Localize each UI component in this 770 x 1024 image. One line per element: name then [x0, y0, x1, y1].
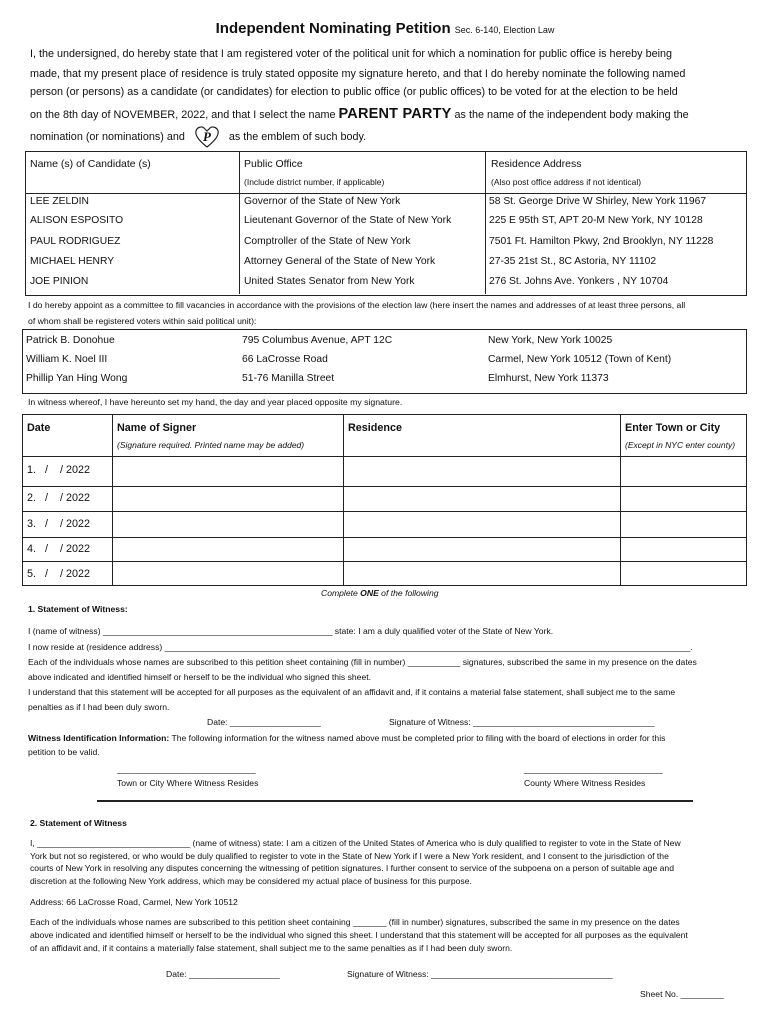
section-divider: [97, 800, 693, 802]
candidate-name: LEE ZELDIN: [30, 196, 89, 207]
witness-whereof-text: In witness whereof, I have hereunto set my hand, the day and year placed opposite my signature.: [28, 397, 403, 407]
signer-name-note: (Signature required. Printed name may be added): [117, 440, 305, 450]
candidate-name: MICHAEL HENRY: [30, 256, 115, 267]
committee-member-name: William K. Noel III: [26, 354, 108, 365]
candidate-name: ALISON ESPOSITO: [30, 215, 124, 226]
intro-line-5a: nomination (or nominations) and: [30, 130, 185, 143]
statement2-heading: 2. Statement of Witness: [30, 818, 127, 828]
signer-date: 3. / / 2022: [27, 518, 91, 530]
town-header: Enter Town or City: [625, 422, 721, 434]
divider: [620, 414, 621, 585]
complete-one-c: of the following: [378, 588, 439, 598]
signer-date: 4. / / 2022: [27, 543, 91, 555]
statement1-line-6: penalties as if I had been duly sworn.: [28, 702, 170, 712]
residence-header: Residence: [348, 422, 403, 434]
divider: [22, 561, 746, 562]
witness-id-text-2: petition to be valid.: [28, 747, 100, 757]
candidate-name: PAUL RODRIGUEZ: [30, 236, 121, 247]
intro-line-4a: on the 8th day of NOVEMBER, 2022, and that I select the name: [30, 109, 336, 121]
town-label: Town or City Where Witness Resides: [117, 778, 259, 788]
intro-line-3: person (or persons) as a candidate (or candidates) for election to public office (or public offices) to be voted for at the election to be held: [30, 86, 678, 98]
public-office-note: (Include district number, if applicable): [244, 177, 385, 187]
intro-line-5b: as the emblem of such body.: [228, 130, 367, 143]
emblem-letter: P: [202, 129, 211, 144]
divider: [25, 193, 746, 194]
divider: [22, 486, 746, 487]
divider: [22, 456, 746, 457]
sheet-number: Sheet No. _________: [640, 989, 724, 999]
committee-member-city: Elmhurst, New York 11373: [488, 373, 609, 384]
statement1-signature-field: Signature of Witness: ______________________________________: [389, 717, 655, 727]
statement1-heading: 1. Statement of Witness:: [28, 604, 128, 614]
complete-one-a: Complete: [321, 588, 361, 598]
committee-text-1: I do hereby appoint as a committee to fill vacancies in accordance with the provisions of the election law (here insert the names and addresses of at least three persons, all: [28, 300, 686, 310]
committee-member-street: 51-76 Manilla Street: [242, 373, 335, 384]
candidate-office: Governor of the State of New York: [244, 196, 401, 207]
divider: [22, 537, 746, 538]
candidate-address: 7501 Ft. Hamilton Pkwy, 2nd Brooklyn, NY 11228: [489, 236, 714, 247]
signer-date: 5. / / 2022: [27, 568, 91, 580]
divider: [22, 511, 746, 512]
divider: [485, 151, 486, 294]
signer-name-header: Name of Signer: [117, 422, 197, 434]
date-header: Date: [27, 422, 51, 434]
statement2-para-6: above indicated and identified himself or herself to be the individual who signed this sheet. I understand that this statement will be accepted for all purposes as the equivalent: [30, 930, 688, 940]
signer-date: 2. / / 2022: [27, 492, 91, 504]
residence-address-note: (Also post office address if not identical): [491, 177, 642, 187]
public-office-header: Public Office: [244, 158, 303, 170]
witness-address: Address: 66 LaCrosse Road, Carmel, New York 10512: [30, 897, 238, 907]
residence-address-header: Residence Address: [491, 158, 582, 170]
committee-member-city: New York, New York 10025: [488, 335, 613, 346]
town-note: (Except in NYC enter county): [625, 440, 736, 450]
statement1-line-2: I now reside at (residence address) ______________________________________________________________________________________________________________.: [28, 642, 693, 652]
witness-id-label: Witness Identification Information:: [28, 733, 170, 743]
intro-line-4b: as the name of the independent body making the: [454, 109, 689, 121]
candidate-address: 225 E 95th ST, APT 20-M New York, NY 10128: [489, 215, 703, 226]
statement2-date-field: Date: ___________________: [166, 969, 280, 979]
statement1-line-1: I (name of witness) ________________________________________________ state: I am a duly qualified voter of the State of New York.: [28, 626, 554, 636]
intro-line-5: [30, 125, 750, 149]
statement2-para-1: I, ________________________________ (name of witness) state: I am a citizen of the United States of America who is duly qualified to register to vote in the State of New: [30, 838, 681, 848]
committee-member-street: 66 LaCrosse Road: [242, 354, 328, 365]
statement1-line-5: I understand that this statement will be accepted for all purposes as the equivalent of an affidavit and, if it contains a material false statement, shall subject me to the same: [28, 687, 676, 697]
candidate-office: Lieutenant Governor of the State of New York: [244, 215, 452, 226]
committee-member-name: Patrick B. Donohue: [26, 335, 115, 346]
party-emblem-icon: [194, 125, 220, 149]
statement1-line-4: above indicated and identified himself or herself to be the individual who signed this sheet.: [28, 672, 372, 682]
committee-text-2: of whom shall be registered voters within said political unit):: [28, 316, 257, 326]
committee-member-city: Carmel, New York 10512 (Town of Kent): [488, 354, 672, 365]
candidate-address: 276 St. Johns Ave. Yonkers , NY 10704: [489, 276, 669, 287]
divider: [239, 151, 240, 294]
candidate-name-header: Name (s) of Candidate (s): [30, 158, 151, 170]
candidate-address: 27-35 21st St., 8C Astoria, NY 11102: [489, 256, 657, 267]
candidate-office: United States Senator from New York: [244, 276, 415, 287]
statement2-signature-field: Signature of Witness: ______________________________________: [347, 969, 613, 979]
town-blank-line: _____________________________: [117, 764, 256, 774]
signer-date: 1. / / 2022: [27, 464, 91, 476]
divider: [343, 414, 344, 585]
statement2-para-5: Each of the individuals whose names are subscribed to this petition sheet containing _______ (fill in number) signatures, subscribed the same in my presence on the dates: [30, 917, 680, 927]
candidate-name: JOE PINION: [30, 276, 89, 287]
candidate-address: 58 St. George Drive W Shirley, New York 11967: [489, 196, 707, 207]
county-label: County Where Witness Resides: [524, 778, 646, 788]
statement2-para-3: courts of New York in resolving any disputes concerning the witnessing of petition signatures. I further consent to service of the subpoena on a person of suitable age and: [30, 863, 674, 873]
complete-one-b: ONE: [360, 588, 379, 598]
statement2-para-7: of an affidavit and, if it contains a materially false statement, shall subject me to the same penalties as if I had been duly sworn.: [30, 943, 513, 953]
party-name: PARENT PARTY: [338, 106, 452, 122]
witness-id-line: [28, 731, 665, 746]
page-title: [0, 20, 770, 37]
committee-member-name: Phillip Yan Hing Wong: [26, 373, 128, 384]
committee-member-street: 795 Columbus Avenue, APT 12C: [242, 335, 393, 346]
intro-line-2: made, that my present place of residence is truly stated opposite my signature hereto, and that I do hereby nominate the following named: [30, 68, 686, 80]
candidate-office: Comptroller of the State of New York: [244, 236, 411, 247]
statement1-line-3: Each of the individuals whose names are subscribed to this petition sheet containing (fill in number) ___________ signatures, subscribed the same in my presence on the dates: [28, 657, 697, 667]
title-subtitle: Sec. 6-140, Election Law: [454, 25, 555, 35]
complete-one-note: [321, 588, 439, 598]
divider: [112, 414, 113, 585]
statement2-para-4: discretion at the following New York address, which may be considered my actual place of business for this purpose.: [30, 876, 472, 886]
intro-line-4: [30, 106, 750, 123]
intro-line-1: I, the undersigned, do hereby state that I am registered voter of the political unit for which a nomination for public office is hereby being: [30, 48, 672, 60]
county-blank-line: _____________________________: [524, 764, 663, 774]
statement2-para-2: York but not so registered, or who would be duly qualified to register to vote in the State of New York if I were a New York resident, and I consent to the jurisdiction of the: [30, 851, 669, 861]
title-main: Independent Nominating Petition: [215, 20, 451, 37]
candidate-office: Attorney General of the State of New York: [244, 256, 436, 267]
witness-id-text: The following information for the witness named above must be completed prior to filing with the board of elections in order for this: [169, 733, 666, 743]
statement1-date-field: Date: ___________________: [207, 717, 321, 727]
